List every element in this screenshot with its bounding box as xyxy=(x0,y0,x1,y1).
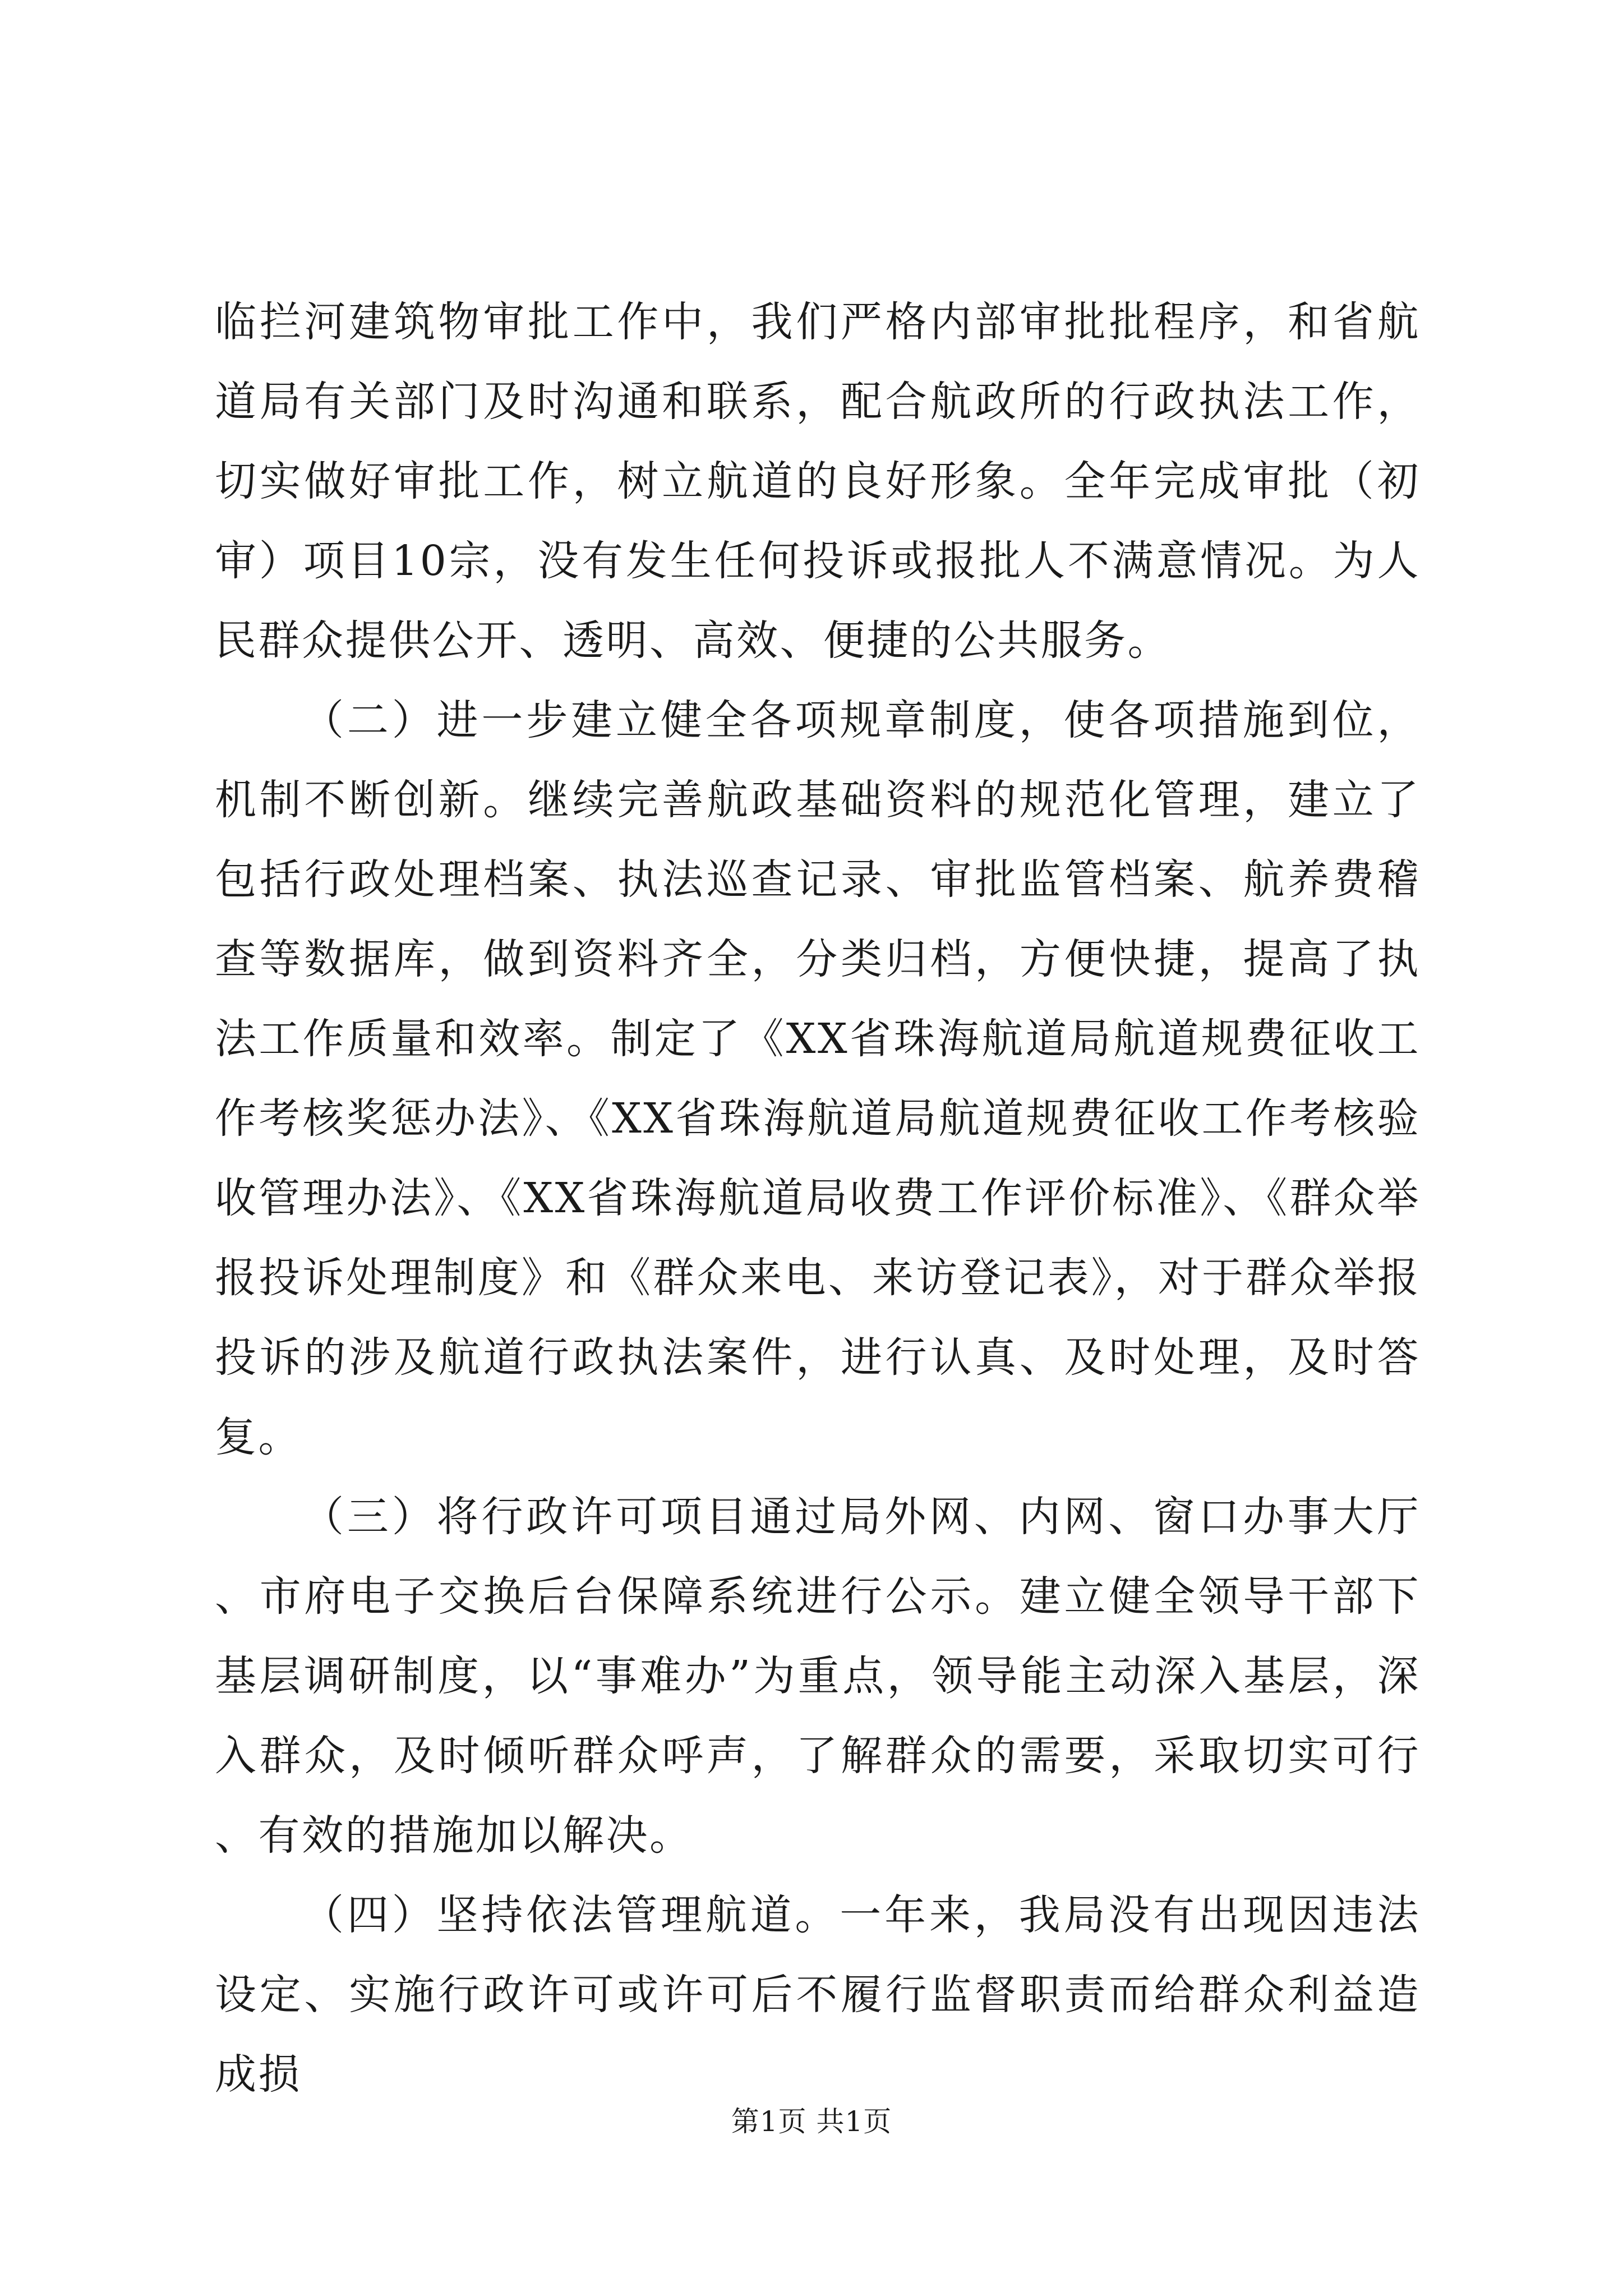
page-footer: 第1页 共1页 xyxy=(731,2105,892,2138)
paragraph-lawful-management: （四）坚持依法管理航道。一年来，我局没有出现因违法设定、实施行政许可或许可后不履行监督职责而给群众利益造成损 xyxy=(215,1891,1421,2099)
paragraph-approval-work: 临拦河建筑物审批工作中，我们严格内部审批批程序，和省航道局有关部门及时沟通和联系，配合航政所的行政执法工作，切实做好审批工作，树立航道的良好形象。全年完成审批（初审）项目10宗，没有发生任何投诉或报批人不满意情况。为人民群众提供公开、透明、高效、便捷的公共服务。 xyxy=(215,298,1421,665)
paragraph-rules-and-regulations: （二）进一步建立健全各项规章制度，使各项措施到位，机制不断创新。继续完善航政基础资料的规范化管理，建立了包括行政处理档案、执法巡查记录、审批监管档案、航养费稽查等数据库，做到资料齐全，分类归档，方便快捷，提高了执法工作质量和效率。制定了《XX省珠海航道局航道规费征收工作考核奖惩办法》、《XX省珠海航道局航道规费征收工作考核验收管理办法》、《XX省珠海航道局收费工作评价标准》、《群众举报投诉处理制度》和《群众来电、来访登记表》，对于群众举报投诉的涉及航道行政执法案件，进行认真、及时处理，及时答复。 xyxy=(215,696,1421,1461)
paragraph-public-disclosure: （三）将行政许可项目通过局外网、内网、窗口办事大厅、市府电子交换后台保障系统进行公示。建立健全领导干部下基层调研制度，以“事难办”为重点，领导能主动深入基层，深入群众，及时倾听群众呼声，了解群众的需要，采取切实可行、有效的措施加以解决。 xyxy=(215,1493,1421,1860)
document-body xyxy=(215,282,1421,2114)
